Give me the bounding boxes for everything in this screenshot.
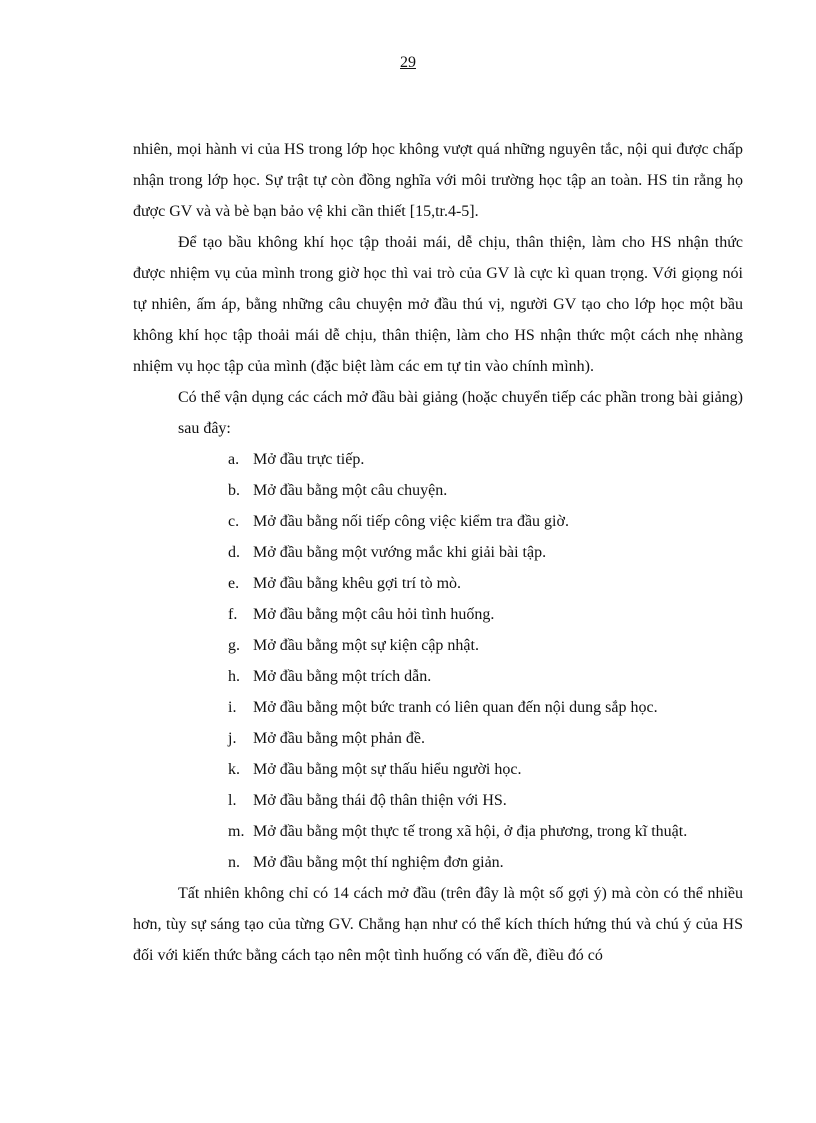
- list-item: [228, 475, 743, 506]
- list-item-text: Mở đầu bằng một bức tranh có liên quan đến nội dung sắp học.: [253, 699, 658, 716]
- list-item: [228, 630, 743, 661]
- list-item-text: Mở đầu bằng một sự kiện cập nhật.: [253, 637, 479, 654]
- list-marker: j.: [228, 730, 237, 747]
- list-marker: a.: [228, 451, 240, 468]
- list-item: [228, 847, 743, 878]
- list-item: [228, 723, 743, 754]
- list-item-text: Mở đầu bằng một vướng mắc khi giải bài tập.: [253, 544, 547, 561]
- list-item-text: Mở đầu bằng một sự thấu hiểu người học.: [253, 761, 522, 778]
- list-marker: c.: [228, 513, 240, 530]
- list-item-text: Mở đầu bằng một phản đề.: [253, 730, 425, 747]
- list-item-text: Mở đầu bằng một câu chuyện.: [253, 482, 448, 499]
- paragraph-conclusion: Tất nhiên không chỉ có 14 cách mở đầu (trên đây là một số gợi ý) mà còn có thể nhiều hơn, tùy sự sáng tạo của từng GV. Chẳng hạn như có thể kích thích hứng thú và chú ý của HS đối với kiến thức bằng cách tạo nên một tình huống có vấn đề, điều đó có: [133, 885, 743, 964]
- list-item: [228, 599, 743, 630]
- list-marker: e.: [228, 575, 240, 592]
- list-item-text: Mở đầu trực tiếp.: [253, 451, 365, 468]
- list-item: [228, 661, 743, 692]
- list-marker: f.: [228, 606, 238, 623]
- list-item-text: Mở đầu bằng một trích dẫn.: [253, 668, 432, 685]
- list-item-text: Mở đầu bằng thái độ thân thiện với HS.: [253, 792, 507, 809]
- list-item: [228, 692, 743, 723]
- list-marker: h.: [228, 668, 240, 685]
- list-marker: k.: [228, 761, 240, 778]
- list-item: [228, 785, 743, 816]
- paragraph-list-intro: Có thể vận dụng các cách mở đầu bài giảng (hoặc chuyển tiếp các phần trong bài giảng) sau đây:: [178, 389, 743, 437]
- list-marker: b.: [228, 482, 240, 499]
- opening-methods-list: [133, 444, 743, 878]
- list-marker: l.: [228, 792, 237, 809]
- document-body: [133, 134, 743, 971]
- list-item: [228, 537, 743, 568]
- page-number: 29: [400, 54, 416, 71]
- list-marker: m.: [228, 823, 245, 840]
- list-item: [228, 568, 743, 599]
- list-item-text: Mở đầu bằng một câu hỏi tình huống.: [253, 606, 495, 623]
- list-item: [228, 444, 743, 475]
- paragraph-continuation: nhiên, mọi hành vi của HS trong lớp học không vượt quá những nguyên tắc, nội qui được chấp nhận trong lớp học. Sự trật tự còn đồng nghĩa với môi trường học tập an toàn. HS tin rằng họ được GV và và bè bạn bảo vệ khi cần thiết [15,tr.4-5].: [133, 141, 743, 220]
- list-marker: d.: [228, 544, 240, 561]
- list-item: [228, 506, 743, 537]
- list-item: [228, 754, 743, 785]
- list-item: [228, 816, 743, 847]
- list-item-text: Mở đầu bằng nối tiếp công việc kiểm tra đầu giờ.: [253, 513, 569, 530]
- list-marker: n.: [228, 854, 240, 871]
- paragraph-atmosphere: Để tạo bầu không khí học tập thoải mái, dễ chịu, thân thiện, làm cho HS nhận thức được nhiệm vụ của mình trong giờ học thì vai trò của GV là cực kì quan trọng. Với giọng nói tự nhiên, ấm áp, bằng những câu chuyện mở đầu thú vị, người GV tạo cho lớp học một bầu không khí học tập thoải mái dễ chịu, thân thiện, làm cho HS nhận thức một cách nhẹ nhàng nhiệm vụ học tập của mình (đặc biệt làm các em tự tin vào chính mình).: [133, 234, 743, 375]
- list-item-text: Mở đầu bằng khêu gợi trí tò mò.: [253, 575, 462, 592]
- list-item-text: Mở đầu bằng một thí nghiệm đơn giản.: [253, 854, 504, 871]
- list-item-text: Mở đầu bằng một thực tế trong xã hội, ở địa phương, trong kĩ thuật.: [253, 823, 688, 840]
- list-marker: i.: [228, 699, 237, 716]
- list-marker: g.: [228, 637, 240, 654]
